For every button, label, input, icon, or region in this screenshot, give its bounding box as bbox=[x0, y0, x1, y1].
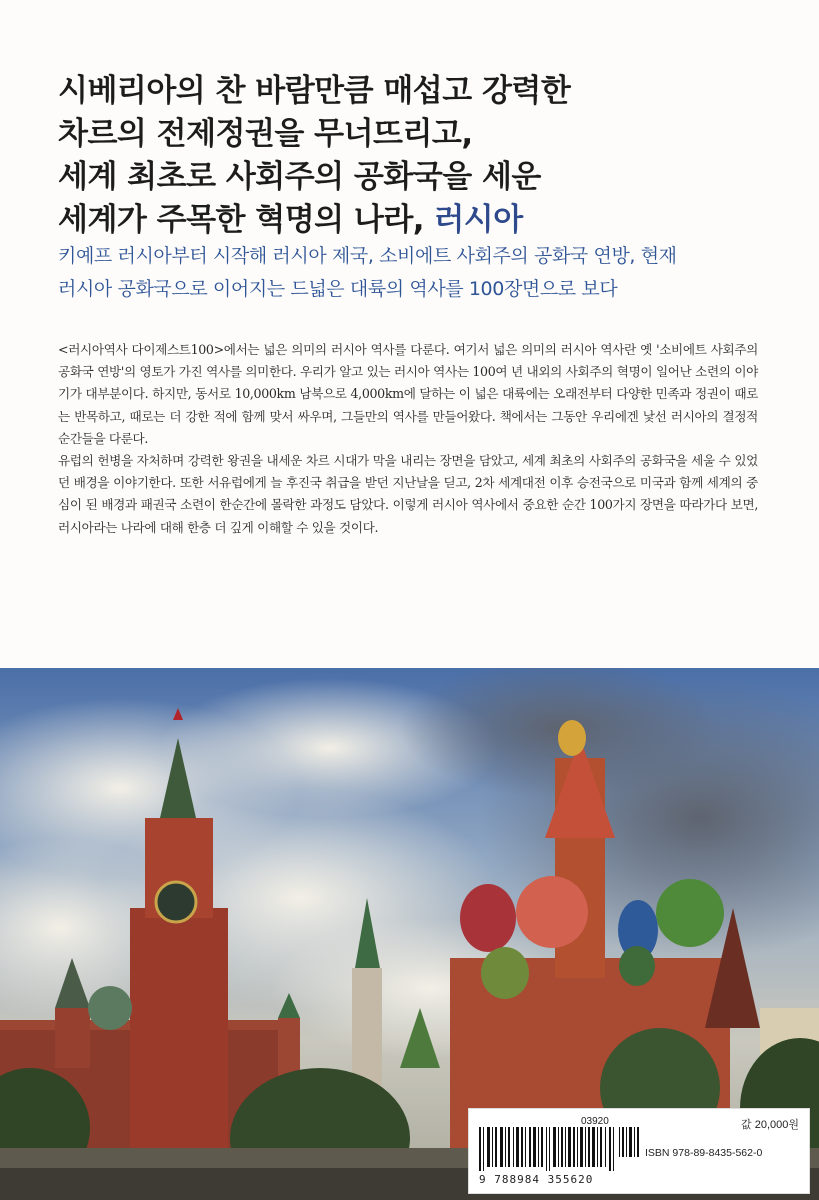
headline-line-4 bbox=[58, 199, 778, 242]
barcode-digits: 9 788984 355620 bbox=[479, 1173, 594, 1186]
barcode-bars bbox=[479, 1127, 639, 1171]
subtitle-line-2: 러시아 공화국으로 이어지는 드넓은 대륙의 역사를 100장면으로 보다 bbox=[58, 278, 618, 300]
headline-line-4-prefix: 세계가 주목한 혁명의 나라, bbox=[58, 202, 435, 238]
headline-line-1: 시베리아의 찬 바람만큼 매섭고 강력한 bbox=[58, 73, 571, 109]
price-label: 값 20,000원 bbox=[741, 1119, 799, 1131]
subtitle-line-1: 키예프 러시아부터 시작해 러시아 제국, 소비에트 사회주의 공화국 연방, 현재 bbox=[58, 245, 677, 267]
headline-line-3: 세계 최초로 사회주의 공화국을 세운 bbox=[58, 159, 541, 195]
headline-line-2: 차르의 전제정권을 무너뜨리고, bbox=[58, 116, 473, 152]
body-text bbox=[58, 339, 758, 539]
headline bbox=[58, 70, 778, 242]
body-paragraph-2: 유럽의 헌병을 자처하며 강력한 왕권을 내세운 차르 시대가 막을 내리는 장면을 담았고, 세계 최초의 사회주의 공화국을 세울 수 있었던 배경을 이야기한다. 또한 서유럽에게 늘 후진국 취급을 받던 지난날을 딛고, 2차 세계대전 이후 승전국으로 미국과 함께 세계의 중심이 된 배경과 패권국 소련이 한순간에 몰락한 과정도 담았다. 이렇게 러시아 역사에서 중요한 순간 100가지 장면을 따라가다 보면, 러시아라는 나라에 대해 한층 더 깊게 이해할 수 있을 것이다. bbox=[58, 453, 758, 535]
barcode-addon: 03920 bbox=[581, 1116, 609, 1127]
body-paragraph-1: <러시아역사 다이제스트100>에서는 넓은 의미의 러시아 역사를 다룬다. 여기서 넓은 의미의 러시아 역사란 옛 '소비에트 사회주의 공화국 연방'의 영토가 가진 역사를 의미한다. 우리가 알고 있는 러시아 역사는 100여 년 내외의 사회주의 혁명이 일어난 소련의 이야기가 대부분이다. 하지만, 동서로 10,000km 남북으로 4,000km에 달하는 이 넓은 대륙에는 오래전부터 다양한 민족과 정권이 때로는 반목하고, 때로는 더 강한 적에 함께 맞서 싸우며, 그들만의 역사를 만들어왔다. 책에서는 그동안 우리에겐 낯선 러시아의 결정적 순간들을 다룬다. bbox=[58, 342, 758, 446]
subtitle bbox=[58, 240, 778, 306]
barcode-box bbox=[468, 1108, 810, 1194]
headline-accent-russia: 러시아 bbox=[434, 202, 523, 238]
isbn-label: ISBN 978-89-8435-562-0 bbox=[645, 1147, 763, 1159]
